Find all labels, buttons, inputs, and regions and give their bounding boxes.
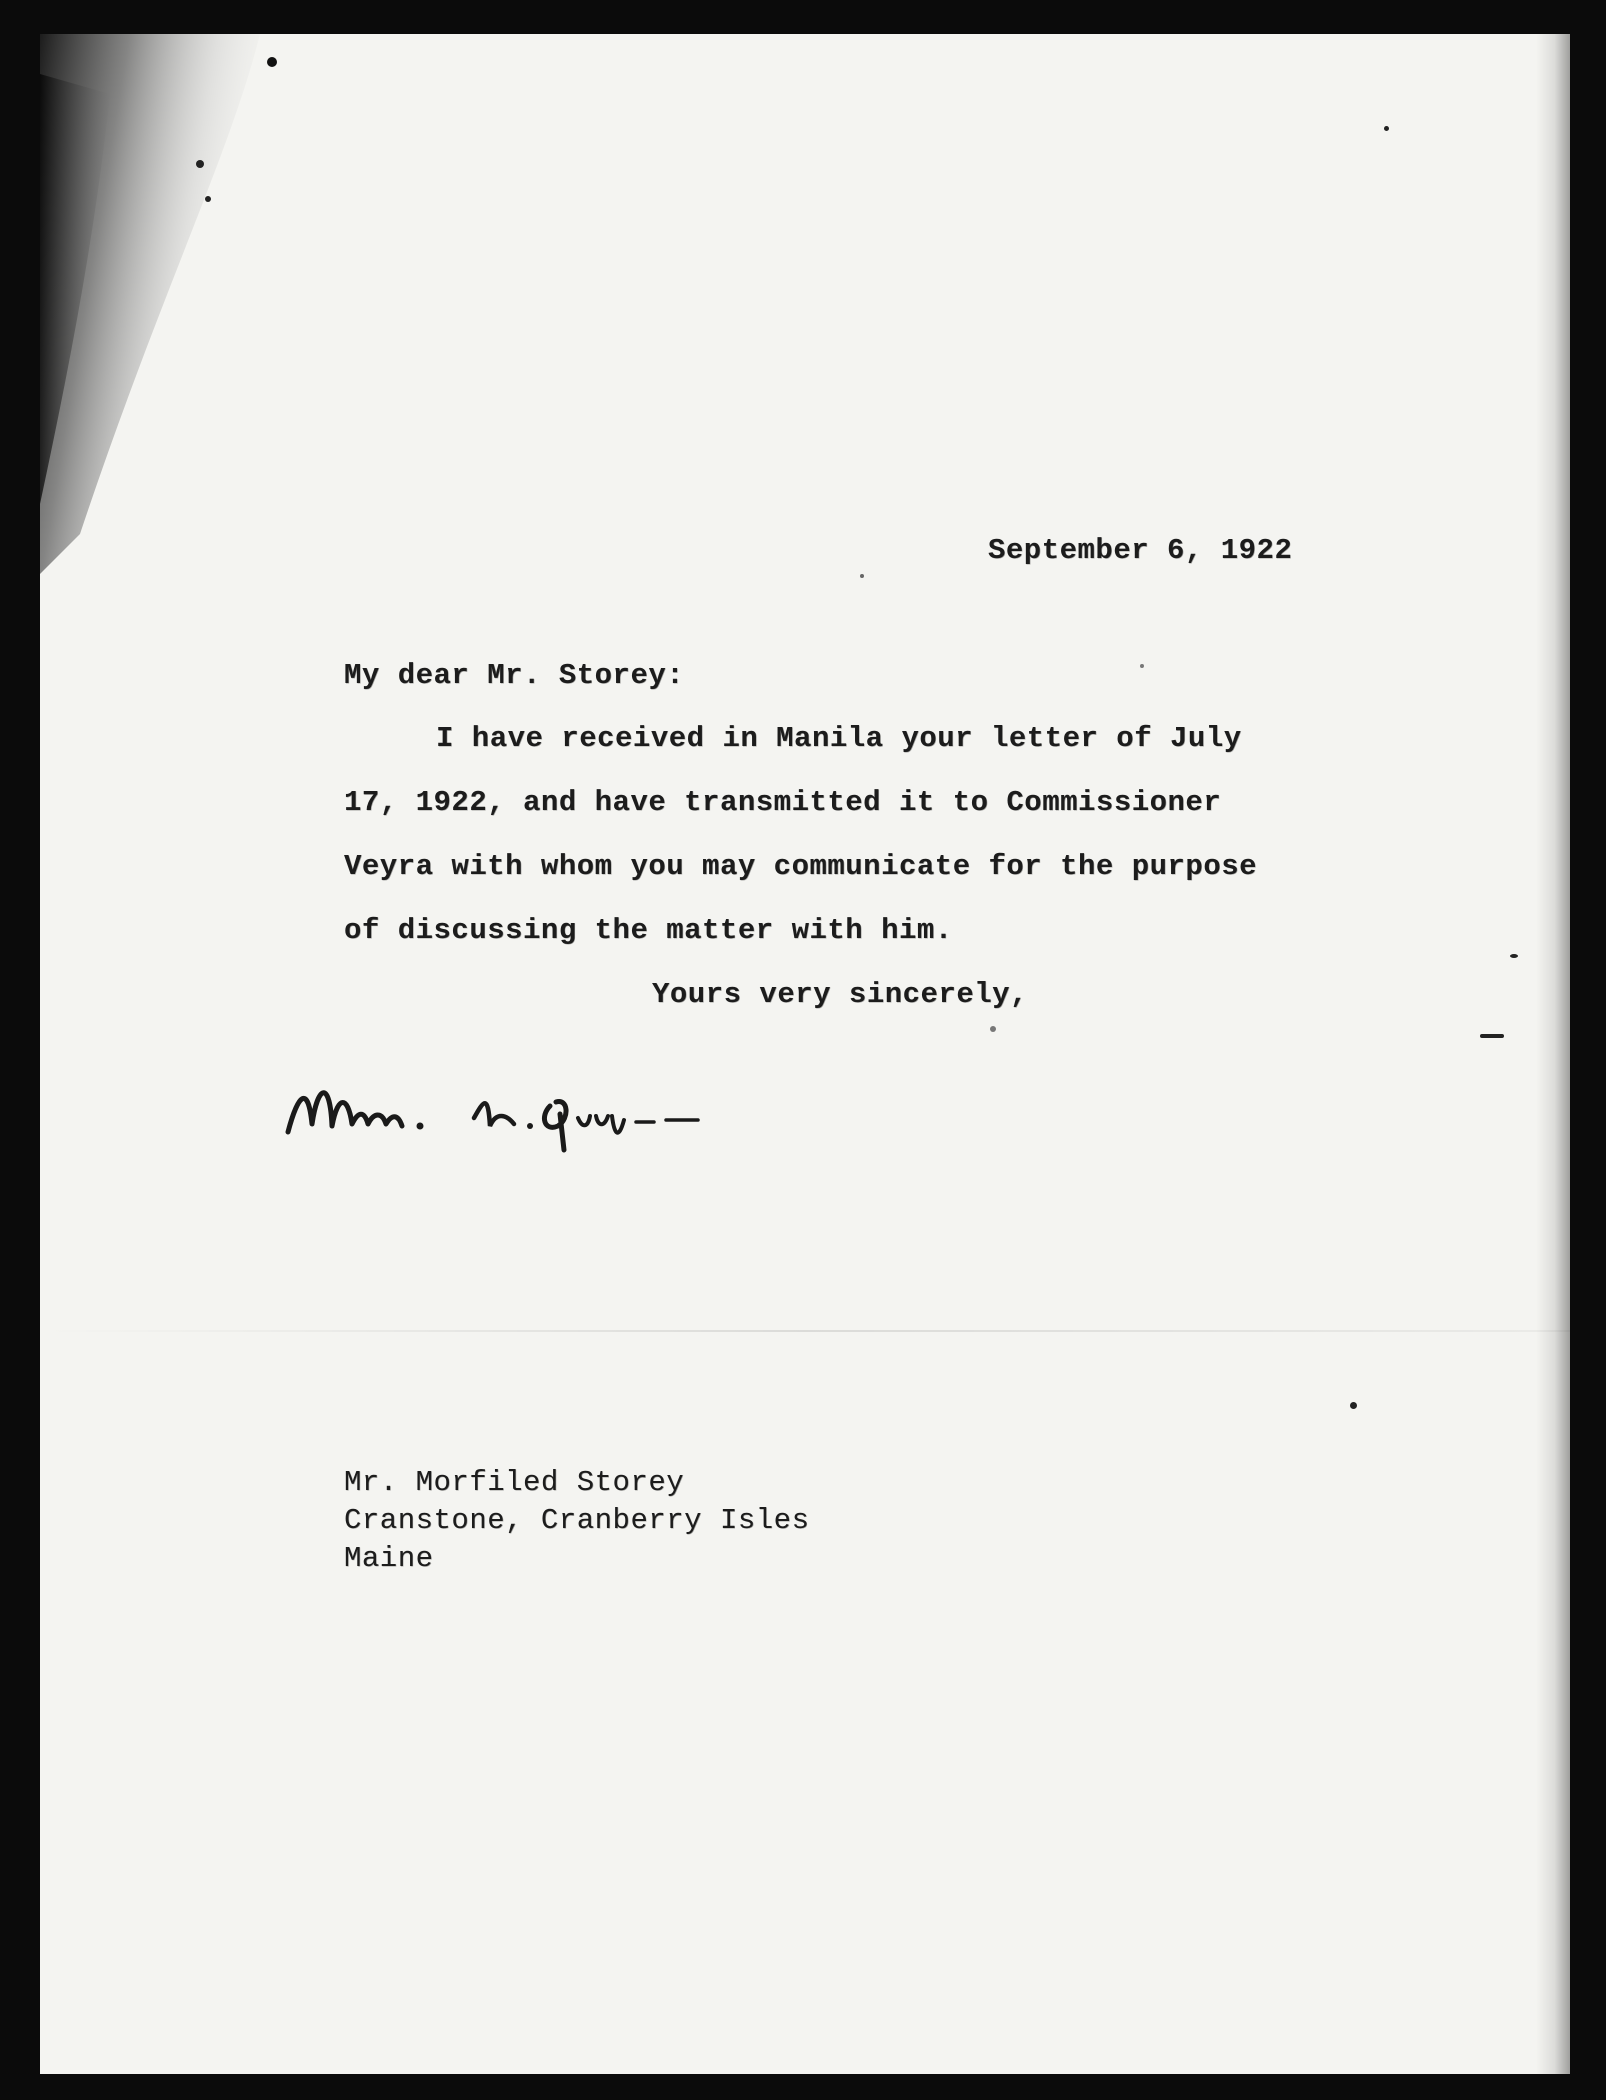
handwritten-signature [278,1054,708,1154]
address-line: Maine [344,1542,434,1575]
ink-speck [1510,954,1518,958]
body-line: Veyra with whom you may communicate for the purpose [344,850,1258,883]
body-line: 17, 1922, and have transmitted it to Commissioner [344,786,1222,819]
letter-page [40,34,1570,2074]
ink-speck [1140,664,1144,668]
ink-speck [860,574,864,578]
body-line: I have received in Manila your letter of July [436,722,1242,755]
letter-salutation: My dear Mr. Storey: [344,659,685,692]
letter-closing: Yours very sincerely, [652,978,1028,1011]
ink-speck [1384,126,1389,131]
address-line: Mr. Morfiled Storey [344,1466,685,1499]
page-curl-shadow [40,34,320,574]
ink-speck [1350,1402,1357,1409]
address-line: Cranstone, Cranberry Isles [344,1504,810,1537]
letter-date: September 6, 1922 [988,534,1293,567]
page-edge-shadow [1536,34,1570,2074]
ink-speck [1480,1034,1504,1038]
ink-speck [990,1026,996,1032]
body-line: of discussing the matter with him. [344,914,953,947]
paper-fold-line [40,1330,1570,1332]
